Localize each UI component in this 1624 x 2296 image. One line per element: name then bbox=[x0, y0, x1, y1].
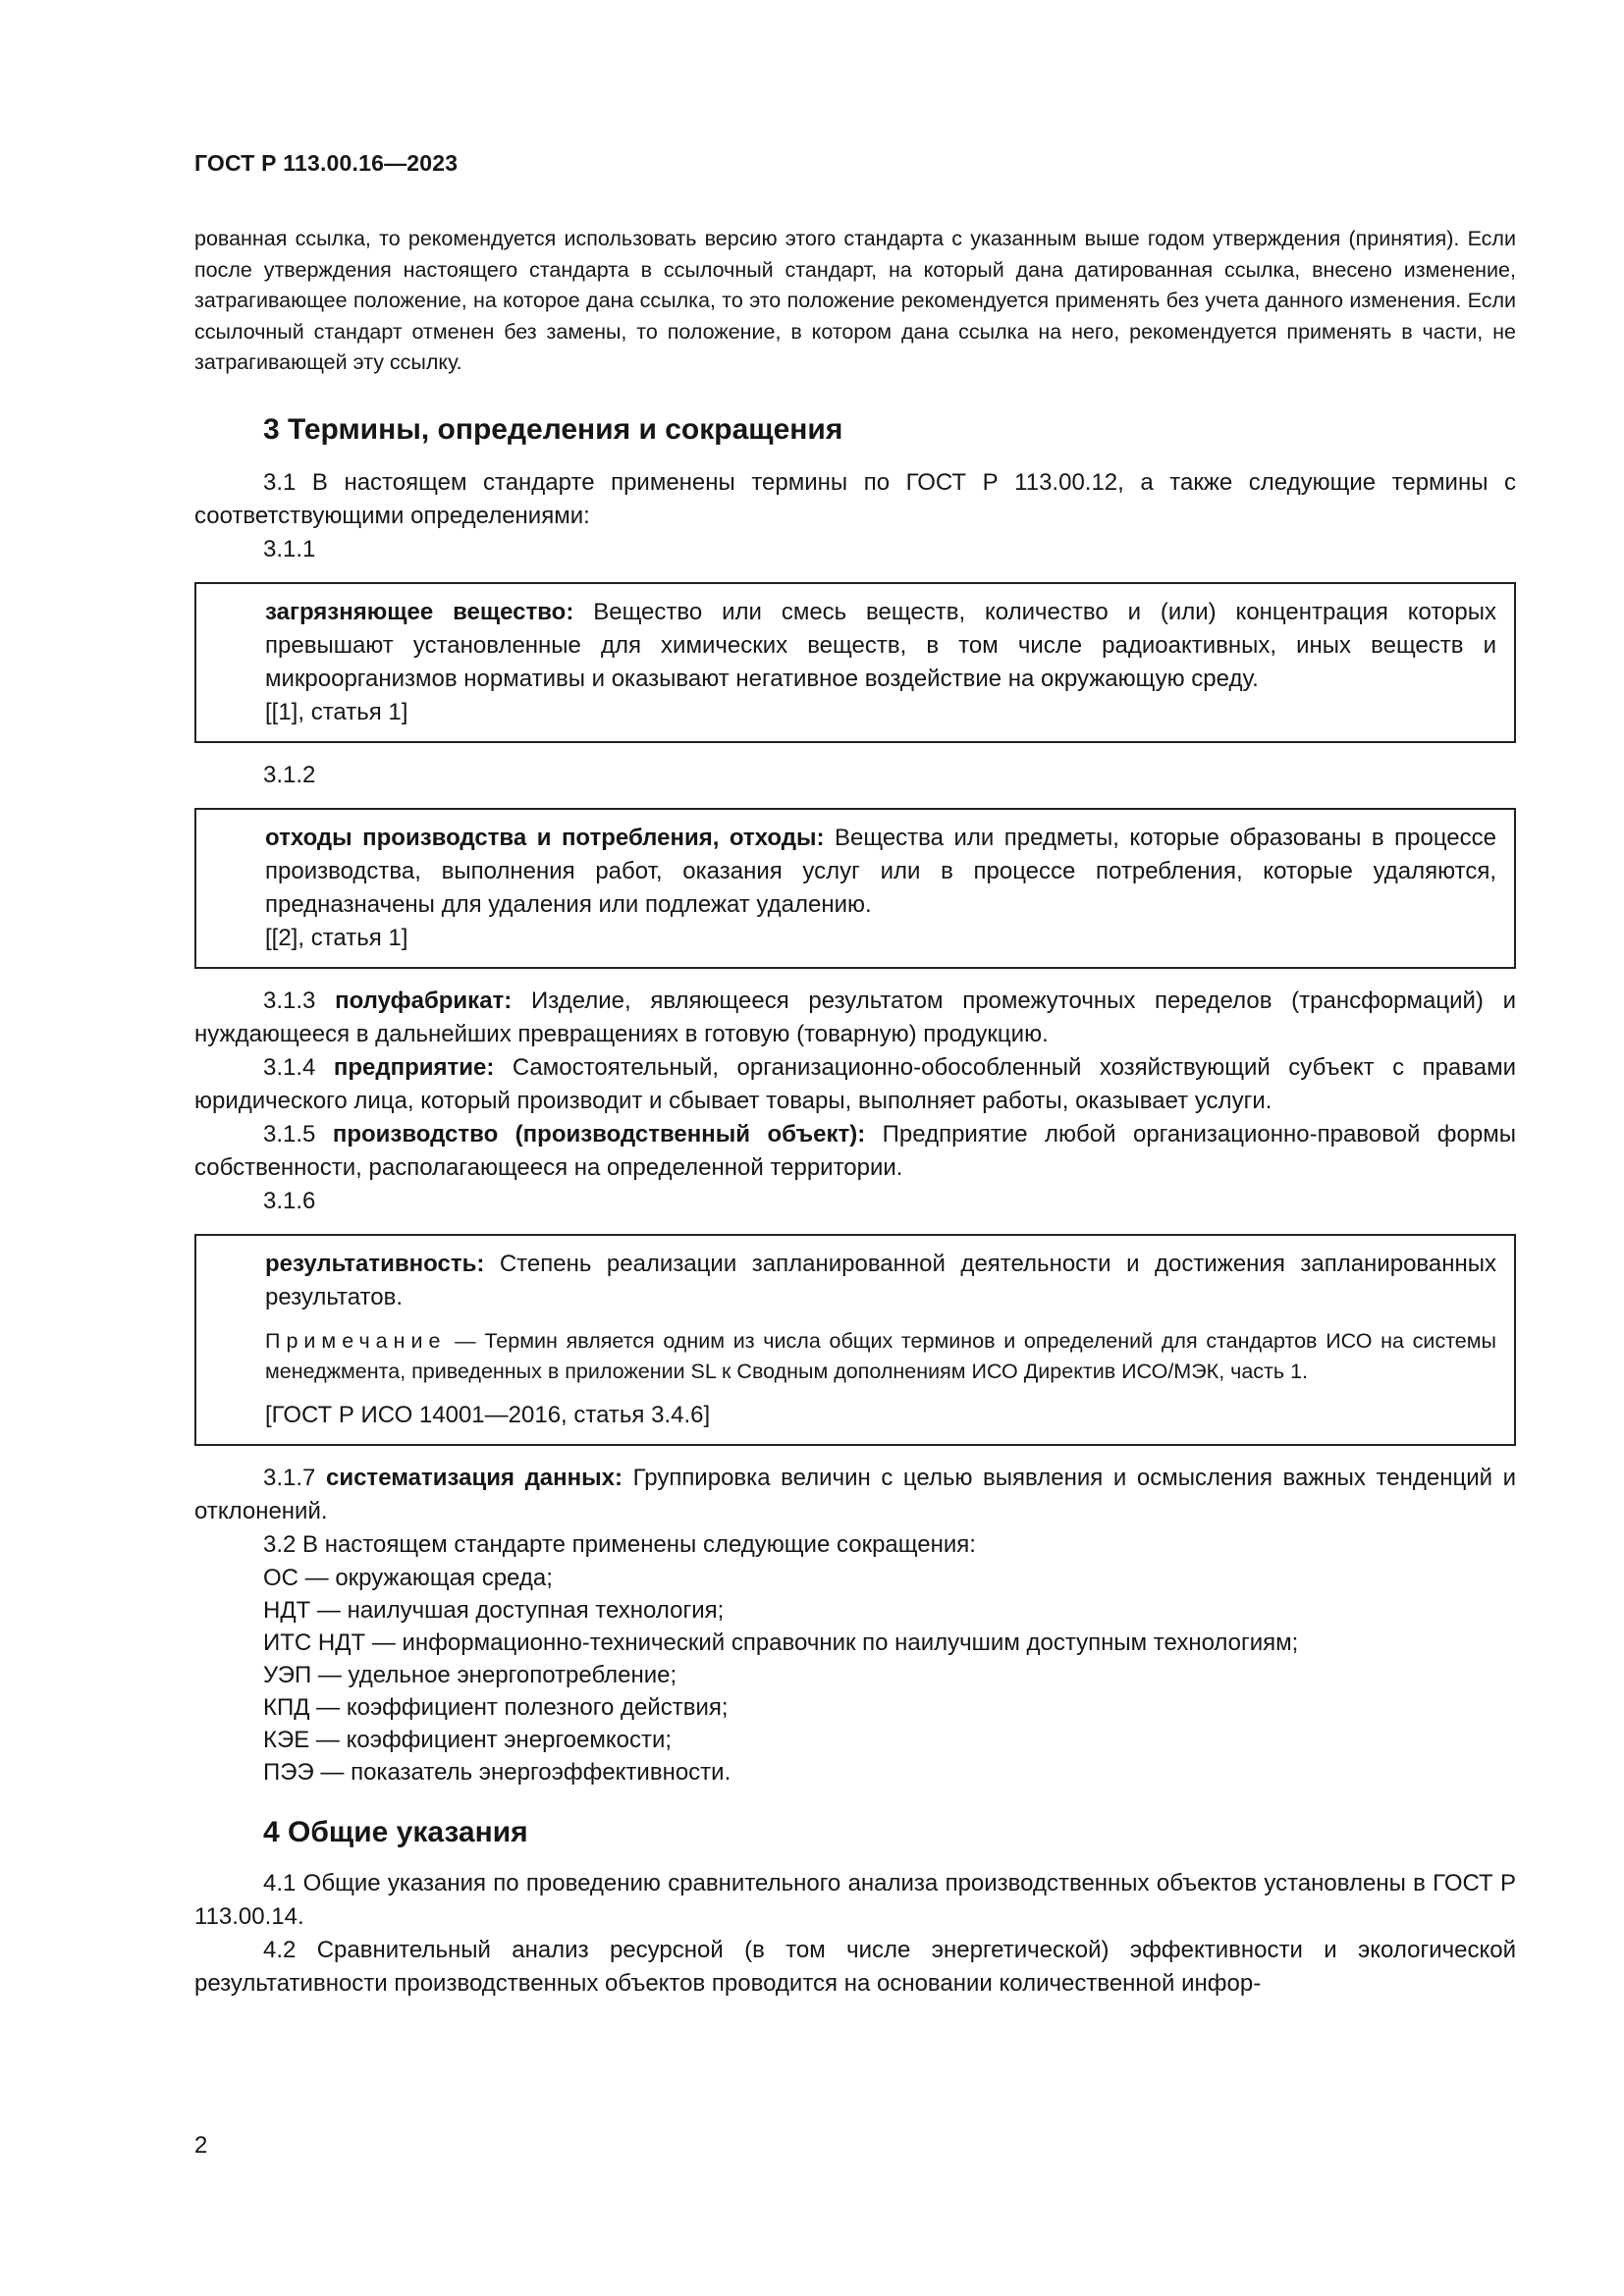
clause-3-1-6-number: 3.1.6 bbox=[263, 1187, 316, 1214]
document-body bbox=[194, 224, 1516, 2001]
clause-3-1-2-number: 3.1.2 bbox=[263, 761, 316, 788]
term-name: загрязняющее вещество: bbox=[265, 598, 574, 625]
clause-number: 3.1.7 bbox=[263, 1464, 316, 1491]
clause-3-1-7 bbox=[194, 1462, 1516, 1528]
section-4-title: 4 Общие указания bbox=[263, 1815, 528, 1848]
abbreviation-item: ПЭЭ — показатель энергоэффективности. bbox=[263, 1758, 731, 1786]
abbreviation-item: ОС — окружающая среда; bbox=[263, 1564, 553, 1591]
term-box-3-1-2 bbox=[194, 808, 1516, 969]
abbreviation-item: КПД — коэффициент полезного действия; bbox=[263, 1693, 729, 1721]
clause-4-2: 4.2 Сравнительный анализ ресурсной (в том числе энергетической) эффективности и экологической результативности производственных объектов проводится на основании количественной инфор- bbox=[194, 1936, 1516, 1997]
abbreviation-item: ИТС НДТ — информационно-технический справочник по наилучшим доступным технологиям; bbox=[263, 1629, 1299, 1656]
section-3-title: 3 Термины, определения и сокращения bbox=[263, 412, 843, 446]
clause-3-2: 3.2 В настоящем стандарте применены следующие сокращения: bbox=[263, 1530, 976, 1558]
term-note bbox=[265, 1326, 1496, 1387]
page-number: 2 bbox=[194, 2132, 208, 2159]
term-name: полуфабрикат: bbox=[335, 987, 513, 1014]
term-definition bbox=[265, 822, 1496, 922]
clause-number: 3.1.3 bbox=[263, 987, 316, 1014]
abbreviation-item: НДТ — наилучшая доступная технология; bbox=[263, 1596, 725, 1624]
abbreviation-item: УЭП — удельное энергопотребление; bbox=[263, 1661, 677, 1688]
clause-3-1-3 bbox=[194, 985, 1516, 1051]
clause-3-1: 3.1 В настоящем стандарте применены термины по ГОСТ Р 113.00.12, а также следующие термины с соответствующими определениями: bbox=[194, 468, 1516, 529]
definition-text: Изделие, являющееся результатом промежуточных переделов (трансформаций) и нуждающееся в дальнейших превращениях в готовую (товарную) продукцию. bbox=[194, 987, 1516, 1047]
clause-number: 3.1.4 bbox=[263, 1053, 316, 1081]
term-source: [ГОСТ Р ИСО 14001—2016, статья 3.4.6] bbox=[265, 1401, 711, 1428]
term-definition bbox=[265, 1248, 1496, 1314]
document-header: ГОСТ Р 113.00.16—2023 bbox=[194, 150, 459, 176]
term-source: [[2], статья 1] bbox=[265, 924, 408, 951]
term-name: предприятие: bbox=[333, 1053, 495, 1081]
term-name: производство (производственный объект): bbox=[332, 1120, 866, 1148]
clause-3-1-4 bbox=[194, 1051, 1516, 1118]
term-source: [[1], статья 1] bbox=[265, 698, 408, 725]
definition-text: Самостоятельный, организационно-обособленный хозяйствующий субъект с правами юридического лица, который производит и сбывает товары, выполняет работы, оказывает услуги. bbox=[194, 1053, 1516, 1114]
clause-3-1-1-number: 3.1.1 bbox=[263, 535, 316, 562]
term-name: отходы производства и потребления, отходы: bbox=[265, 824, 825, 851]
clause-number: 3.1.5 bbox=[263, 1120, 316, 1148]
term-name: результативность: bbox=[265, 1250, 485, 1277]
clause-3-1-5 bbox=[194, 1118, 1516, 1185]
term-definition bbox=[265, 596, 1496, 696]
term-box-3-1-1 bbox=[194, 582, 1516, 743]
note-text: — Термин является одним из числа общих терминов и определений для стандартов ИСО на системы менеджмента, приведенных в приложении SL к Сводным дополнениям ИСО Директив ИСО/МЭК, часть 1. bbox=[265, 1328, 1496, 1383]
term-box-3-1-6 bbox=[194, 1234, 1516, 1446]
definition-text: Группировка величин с целью выявления и осмысления важных тенденций и отклонений. bbox=[194, 1464, 1517, 1524]
term-name: систематизация данных: bbox=[325, 1464, 623, 1491]
definition-text: Степень реализации запланированной деятельности и достижения запланированных результатов. bbox=[265, 1250, 1496, 1310]
definition-text: Вещества или предметы, которые образованы в процессе производства, выполнения работ, оказания услуг или в процессе потребления, которые удаляются, предназначены для удаления или подлежат удалению. bbox=[265, 824, 1497, 918]
definition-text: Предприятие любой организационно-правовой формы собственности, располагающееся на определенной территории. bbox=[194, 1120, 1516, 1181]
abbreviation-item: КЭЕ — коэффициент энергоемкости; bbox=[263, 1726, 673, 1753]
abbreviation-list bbox=[194, 1562, 1516, 1789]
note-label: Примечание bbox=[265, 1328, 447, 1353]
definition-text: Вещество или смесь веществ, количество и (или) концентрация которых превышают установленные для химических веществ, в том числе радиоактивных, иных веществ и микроорганизмов нормативы и оказывают негативное воздействие на окружающую среду. bbox=[265, 598, 1496, 692]
intro-paragraph bbox=[194, 224, 1516, 379]
intro-text: рованная ссылка, то рекомендуется использовать версию этого стандарта с указанным выше годом утверждения (принятия). Если после утверждения настоящего стандарта в ссылочный стандарт, на который дана датированная ссылка, внесено изменение, затрагивающее положение, на которое дана ссылка, то это положение рекомендуется применять без учета данного изменения. Если ссылочный стандарт отменен без замены, то положение, в котором дана ссылка на него, рекомендуется применять в части, не затрагивающей эту ссылку. bbox=[194, 227, 1516, 374]
clause-4-1: 4.1 Общие указания по проведению сравнительного анализа производственных объектов установлены в ГОСТ Р 113.00.14. bbox=[194, 1869, 1516, 1930]
